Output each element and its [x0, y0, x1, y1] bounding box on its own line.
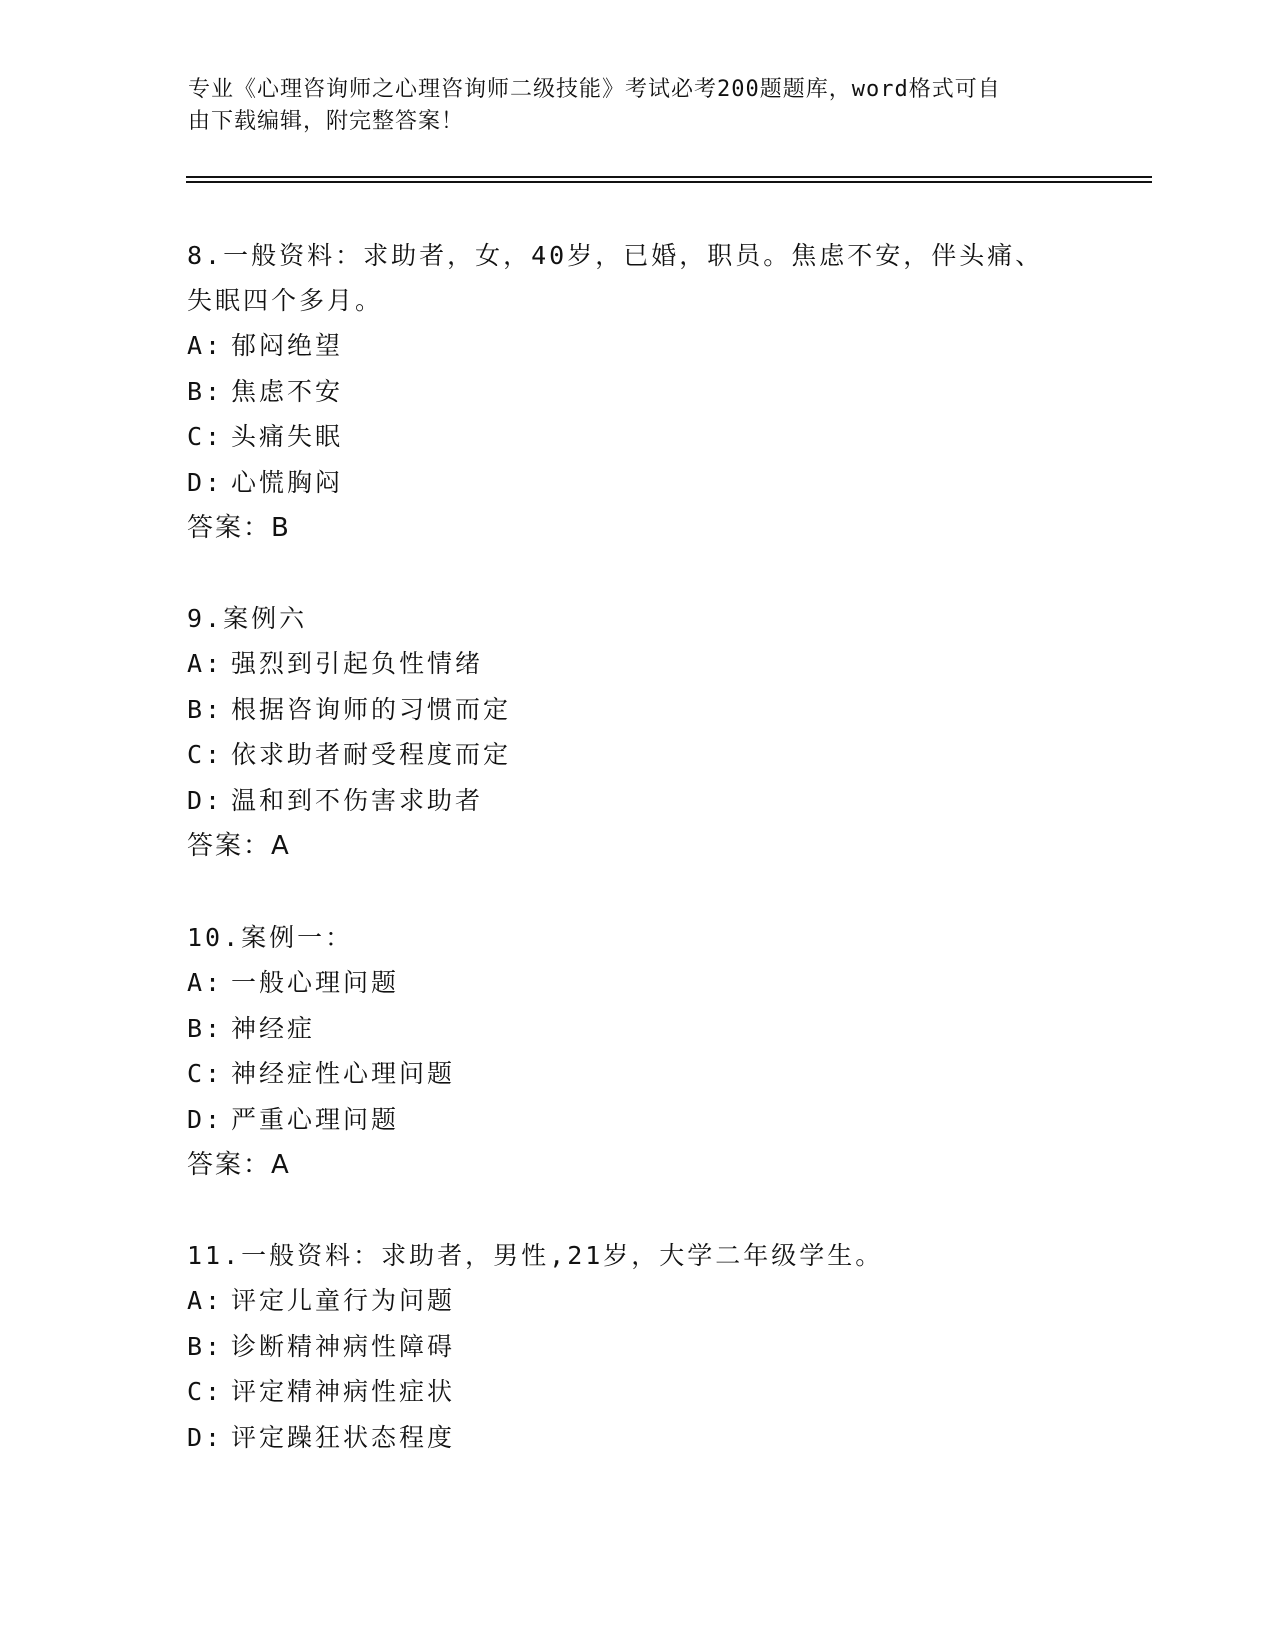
option-b: [187, 687, 1087, 733]
answer-line: 答案：A: [187, 1150, 291, 1180]
question-text-line-2: 失眠四个多月。: [187, 286, 384, 315]
question-text-line-1: 案例六: [223, 604, 308, 633]
option-c: [187, 1051, 1087, 1097]
option-b: [187, 1324, 1087, 1370]
option-key: A:: [187, 331, 224, 360]
question-number: 10.: [187, 923, 242, 952]
question-stem: [187, 1233, 1087, 1278]
option-text: 依求助者耐受程度而定: [231, 740, 512, 769]
option-text: 评定躁狂状态程度: [231, 1422, 456, 1452]
option-key: B:: [187, 376, 224, 406]
option-b: [187, 1006, 1087, 1052]
option-text: 郁闷绝望: [231, 331, 344, 360]
option-text: 根据咨询师的习惯而定: [231, 694, 512, 724]
option-a: [187, 960, 1087, 1006]
header-line-1: 专业《心理咨询师之心理咨询师二级技能》考试必考200题题库，word格式可自: [188, 77, 1001, 102]
option-text: 诊断精神病性障碍: [231, 1331, 456, 1361]
option-c: [187, 414, 1087, 460]
option-text: 心慌胸闷: [231, 467, 344, 497]
question-text-line-1: 一般资料：求助者，女，40岁，已婚，职员。焦虑不安，伴头痛、: [223, 241, 1044, 270]
answer-line: 答案：A: [187, 831, 291, 861]
option-b: [187, 369, 1087, 415]
question-9: [187, 596, 1087, 869]
question-text-line-1: 案例一：: [241, 923, 354, 952]
option-d: [187, 778, 1087, 824]
option-key: B:: [187, 694, 224, 724]
option-key: D:: [187, 1422, 224, 1452]
option-key: D:: [187, 467, 224, 497]
question-8: [187, 233, 1087, 551]
option-a: [187, 641, 1087, 687]
option-text: 头痛失眠: [231, 422, 344, 451]
option-key: C:: [187, 740, 224, 769]
option-c: [187, 732, 1087, 778]
question-text-line-1: 一般资料：求助者，男性,21岁，大学二年级学生。: [241, 1241, 884, 1270]
option-a: [187, 1278, 1087, 1324]
question-11: [187, 1233, 1087, 1460]
option-text: 评定精神病性症状: [231, 1377, 456, 1406]
header-divider-top: [186, 176, 1152, 178]
option-key: B:: [187, 1331, 224, 1361]
option-text: 一般心理问题: [231, 968, 400, 997]
header-line-2: 由下载编辑，附完整答案！: [188, 109, 465, 134]
option-key: C:: [187, 422, 224, 451]
option-d: [187, 1415, 1087, 1461]
option-d: [187, 460, 1087, 506]
question-stem: [187, 915, 1087, 960]
option-text: 温和到不伤害求助者: [231, 785, 484, 815]
option-text: 神经症性心理问题: [231, 1059, 456, 1088]
option-text: 神经症: [231, 1013, 316, 1043]
option-text: 焦虑不安: [231, 376, 344, 406]
document-header: [188, 74, 1068, 138]
question-10: [187, 915, 1087, 1188]
option-key: A:: [187, 649, 224, 678]
question-stem: [187, 233, 1087, 278]
option-text: 严重心理问题: [231, 1104, 400, 1134]
question-number: 11.: [187, 1241, 242, 1270]
header-divider-bottom: [186, 181, 1152, 183]
option-d: [187, 1097, 1087, 1143]
option-text: 强烈到引起负性情绪: [231, 649, 484, 678]
question-number: 9.: [187, 604, 224, 633]
option-key: C:: [187, 1059, 224, 1088]
option-text: 评定儿童行为问题: [231, 1286, 456, 1315]
option-key: D:: [187, 1104, 224, 1134]
option-key: A:: [187, 968, 224, 997]
answer-line: 答案：B: [187, 513, 291, 543]
option-key: B:: [187, 1013, 224, 1043]
question-number: 8.: [187, 241, 224, 270]
option-c: [187, 1369, 1087, 1415]
option-a: [187, 323, 1087, 369]
option-key: C:: [187, 1377, 224, 1406]
question-stem: [187, 596, 1087, 641]
option-key: A:: [187, 1286, 224, 1315]
option-key: D:: [187, 785, 224, 815]
